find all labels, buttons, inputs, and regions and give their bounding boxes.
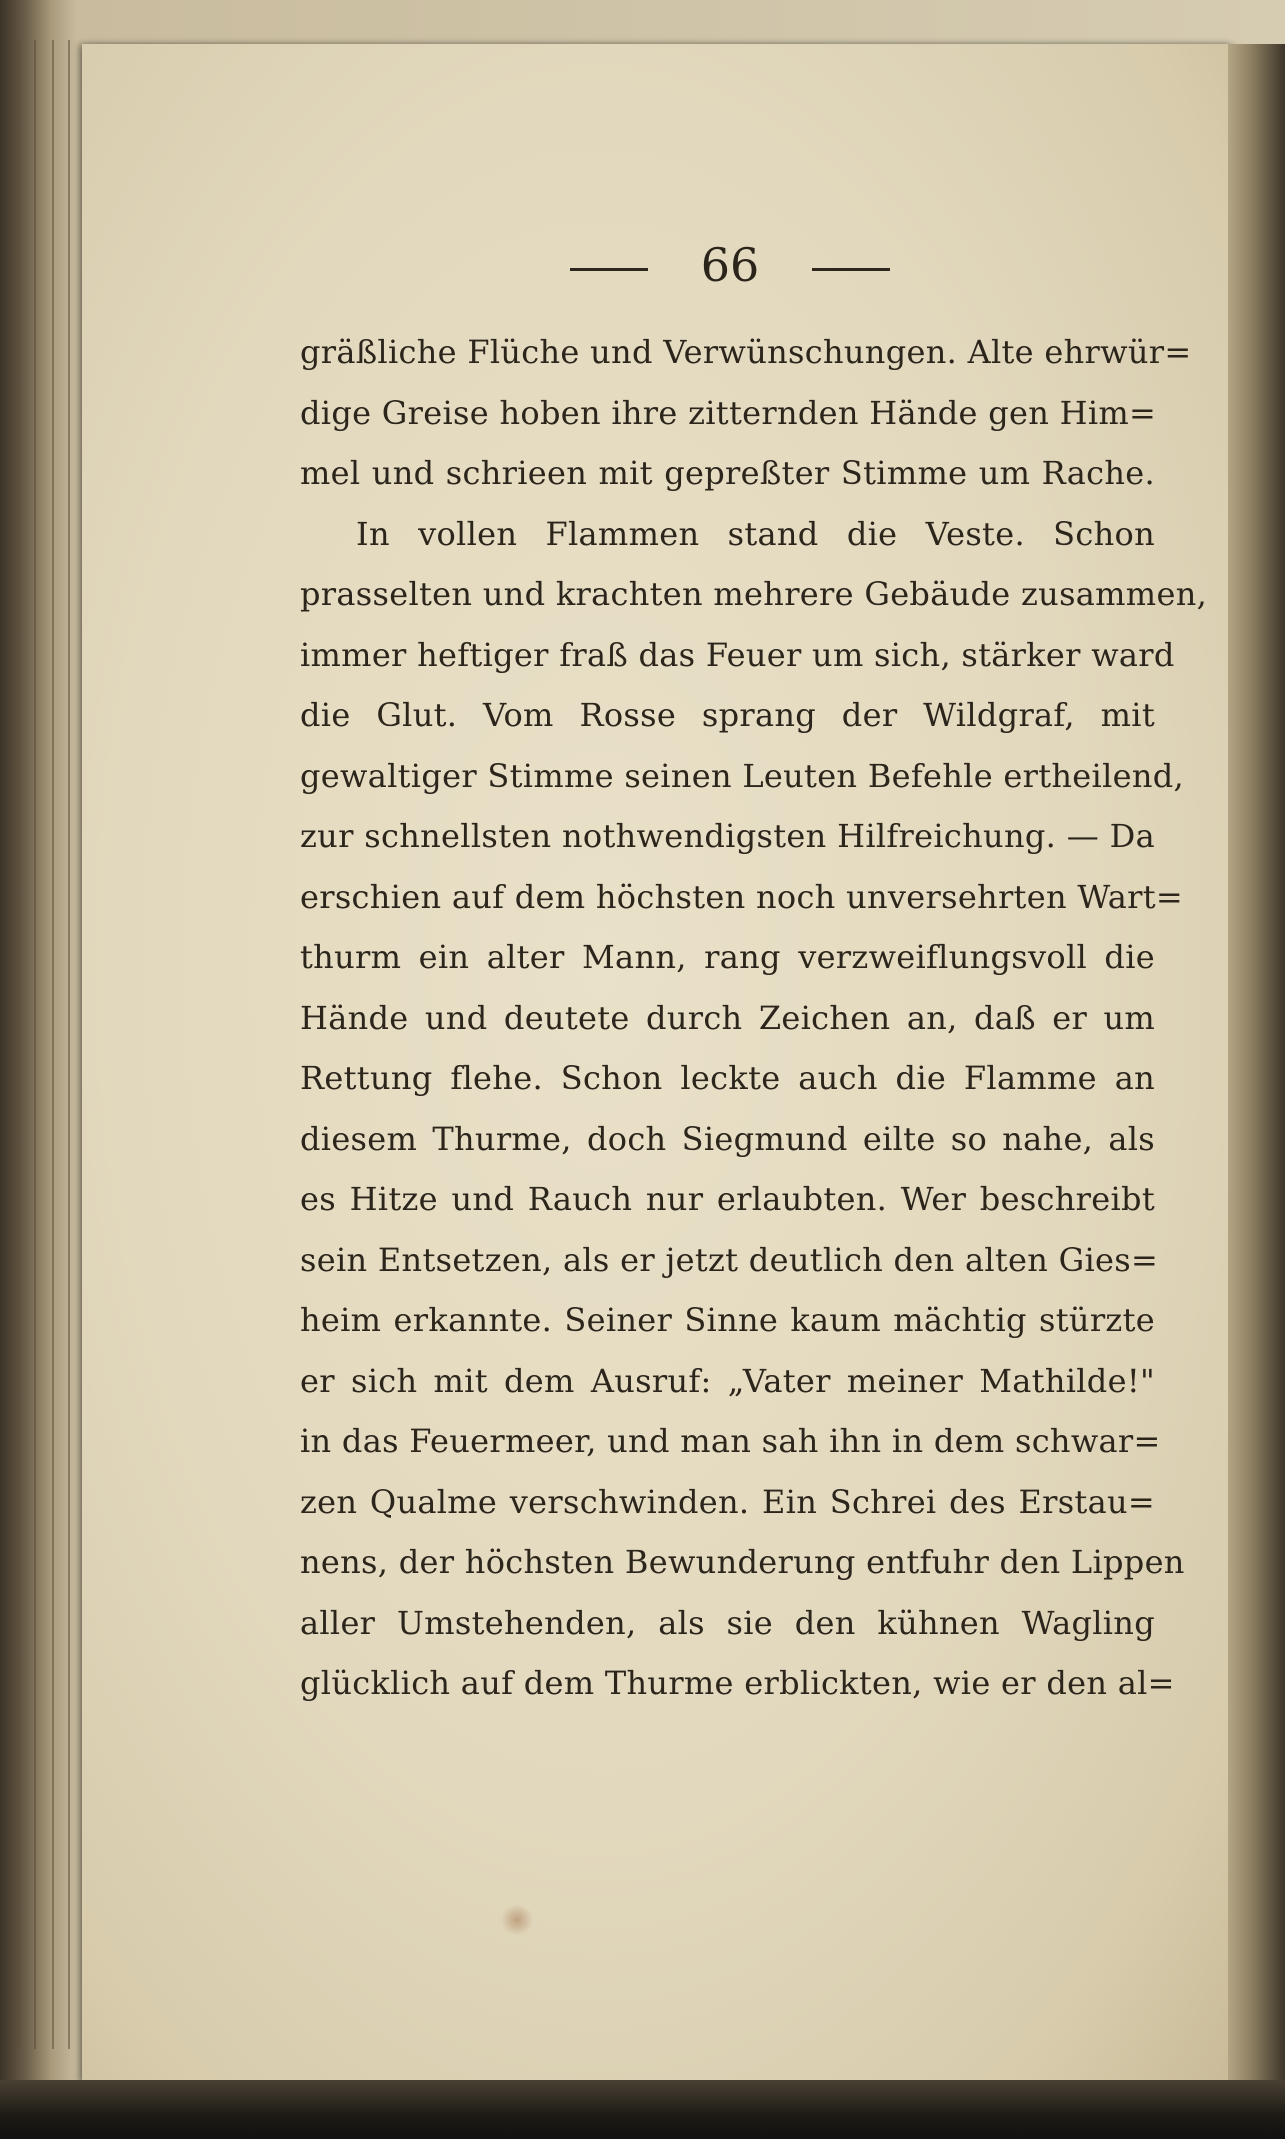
text-line: es Hitze und Rauch nur erlaubten. Wer beschreibt bbox=[300, 1180, 1155, 1218]
text-line: heim erkannte. Seiner Sinne kaum mächtig stürzte bbox=[300, 1301, 1155, 1339]
header-rule-right bbox=[812, 268, 890, 271]
text-line: zur schnellsten nothwendigsten Hilfreichung. — Da bbox=[300, 817, 1155, 855]
text-line: aller Umstehenden, als sie den kühnen Wagling bbox=[300, 1603, 1155, 1642]
text-line: zen Qualme verschwinden. Ein Schrei des Erstau= bbox=[300, 1482, 1155, 1521]
text-line: sein Entsetzen, als er jetzt deutlich den alten Gies= bbox=[300, 1240, 1159, 1279]
text-line: immer heftiger fraß das Feuer um sich, stärker ward bbox=[300, 635, 1175, 674]
header-rule-left bbox=[570, 268, 648, 271]
page-stack-line bbox=[34, 40, 36, 2049]
text-line: gräßliche Flüche und Verwünschungen. Alte ehrwür= bbox=[300, 333, 1192, 371]
bottom-shadow bbox=[0, 2080, 1285, 2139]
page-right-edge bbox=[1228, 44, 1285, 2082]
text-line: prasselten und krachten mehrere Gebäude zusammen, bbox=[300, 575, 1208, 613]
text-line: In vollen Flammen stand die Veste. Schon bbox=[356, 514, 1155, 553]
text-line: Rettung flehe. Schon leckte auch die Flamme an bbox=[300, 1059, 1155, 1097]
page-stack-line bbox=[52, 40, 54, 2049]
page-stack-line bbox=[68, 40, 70, 2049]
text-line: erschien auf dem höchsten noch unversehrten Wart= bbox=[300, 877, 1183, 916]
text-line: er sich mit dem Ausruf: „Vater meiner Mathilde!" bbox=[300, 1361, 1155, 1400]
page-number: 66 bbox=[700, 238, 760, 292]
text-line: mel und schrieen mit gepreßter Stimme um Rache. bbox=[300, 454, 1155, 492]
paper-stain bbox=[500, 1905, 534, 1935]
text-line: nens, der höchsten Bewunderung entfuhr den Lippen bbox=[300, 1543, 1185, 1581]
text-line: die Glut. Vom Rosse sprang der Wildgraf, mit bbox=[300, 696, 1155, 734]
body-text bbox=[300, 322, 1208, 1714]
text-line: thurm ein alter Mann, rang verzweiflungsvoll die bbox=[300, 938, 1155, 976]
text-line: glücklich auf dem Thurme erblickten, wie er den al= bbox=[300, 1664, 1175, 1702]
text-line: gewaltiger Stimme seinen Leuten Befehle ertheilend, bbox=[300, 756, 1185, 795]
page-stack-line bbox=[18, 40, 20, 2049]
page-header bbox=[560, 232, 900, 302]
text-line: Hände und deutete durch Zeichen an, daß er um bbox=[300, 998, 1155, 1037]
text-line: in das Feuermeer, und man sah ihn in dem schwar= bbox=[300, 1422, 1161, 1460]
text-line: diesem Thurme, doch Siegmund eilte so nahe, als bbox=[300, 1119, 1155, 1158]
text-line: dige Greise hoben ihre zitternden Hände gen Him= bbox=[300, 393, 1157, 432]
